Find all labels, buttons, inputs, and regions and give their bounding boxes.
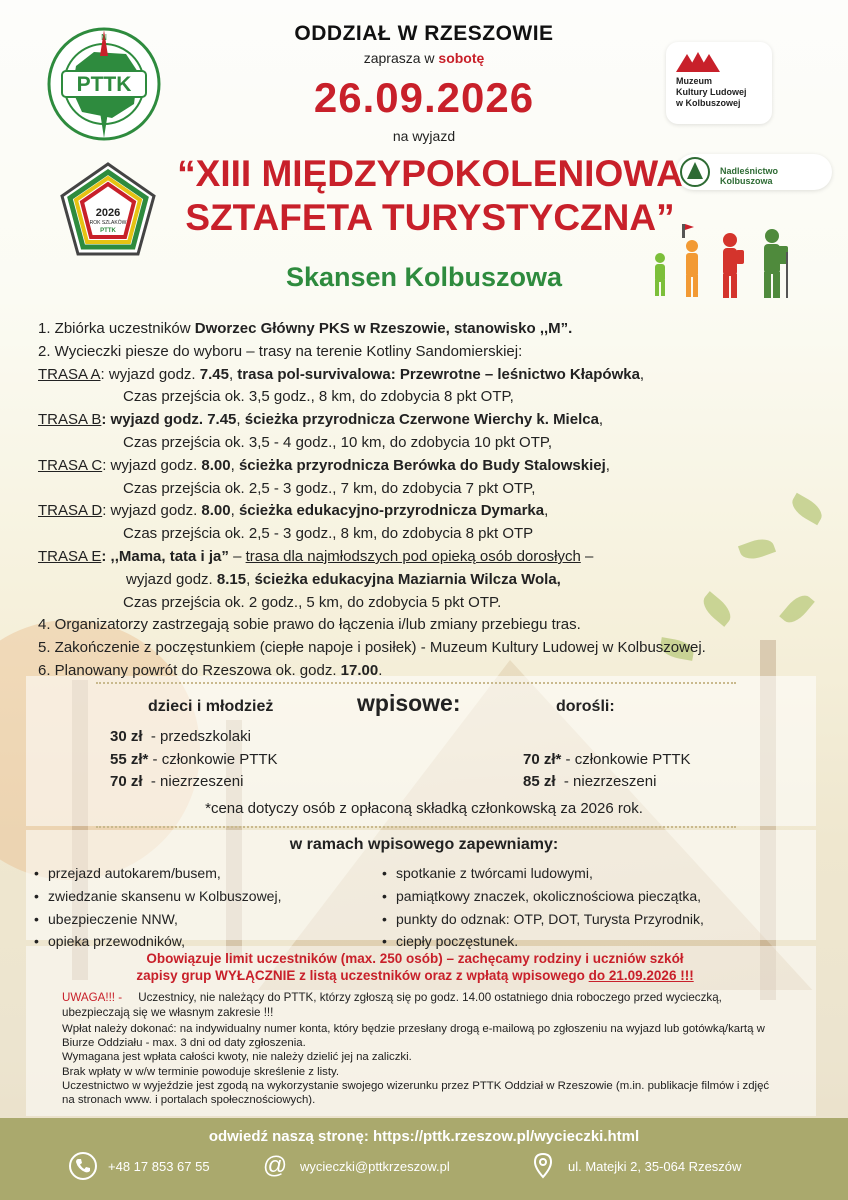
fee-kids-preschool: 30 zł - przedszkolaki [110,728,251,745]
trip-line: na wyjazd [392,128,456,144]
event-place: Skansen Kolbuszowa [285,262,563,292]
include-item: • spotkanie z twórcami ludowymi, [382,862,704,885]
trip-info [38,318,818,683]
footer-phone[interactable]: +48 17 853 67 55 [68,1150,210,1182]
fee-note: *cena dotyczy osób z opłaconą składką członkowską za 2026 rok. [205,800,643,817]
invite-day: sobotę [438,50,485,66]
svg-text:N: N [101,33,107,42]
separator-dotted [96,826,736,828]
route-a-details: Czas przejścia ok. 3,5 godz., 8 km, do zdobycia 8 pkt OTP, [123,388,514,406]
route-e: TRASA E: ,,Mama, tata i ja” – trasa dla najmłodszych pod opieką osób dorosłych – [38,547,594,565]
fee-adult-nonmember: 85 zł - niezrzeszeni [523,773,657,790]
route-c: TRASA C: wyjazd godz. 8.00, ścieżka przyrodnicza Berówka do Budy Stalowskiej, [38,456,610,474]
uwaga-notice: UWAGA!!! - Uczestnicy, nie należący do PTTK, którzy zgłoszą się po godz. 14.00 ostatniego dnia roboczego przed wycieczką, ubezpieczają się we własnym zakresie !!! [62,991,726,1019]
includes-left [34,862,281,953]
fees-title: wpisowe: [357,690,461,716]
organizer-name: ODDZIAŁ W RZESZOWIE [294,22,554,45]
include-item: • przejazd autokarem/busem, [34,862,281,885]
include-item: • ciepły poczęstunek. [382,930,704,953]
footer-address: ul. Matejki 2, 35-064 Rzeszów [528,1150,741,1182]
fees-kids-header: dzieci i młodzież [148,698,274,715]
event-date: 26.09.2026 [313,74,535,121]
route-b: TRASA B: wyjazd godz. 7.45, ścieżka przyrodnicza Czerwone Wierchy k. Mielca, [38,411,604,429]
include-item: • zwiedzanie skansenu w Kolbuszowej, [34,885,281,908]
event-title: “XIII MIĘDZYPOKOLENIOWA SZTAFETA TURYSTYCZNA” [177,153,683,238]
limit-notice: Obowiązuje limit uczestników (max. 250 osób) – zachęcamy rodziny i uczniów szkół zapisy grup WYŁĄCZNIE z listą uczestników oraz z wpłatą wpisowego do 21.09.2026 !!! [136,951,694,983]
info-item-routes: 2. Wycieczki piesze do wyboru – trasy na terenie Kotliny Sandomierskiej: [38,342,523,360]
fee-kids-nonmember: 70 zł - niezrzeszeni [110,773,244,790]
location-pin-icon [528,1151,558,1181]
route-c-details: Czas przejścia ok. 2,5 - 3 godz., 7 km, do zdobycia 7 pkt OTP, [123,479,536,497]
info-item-return: 6. Planowany powrót do Rzeszowa ok. godz. 17.00. [38,661,383,679]
footer-website[interactable]: odwiedź naszą stronę: https://pttk.rzeszow.pl/wycieczki.html [208,1128,640,1145]
route-d-details: Czas przejścia ok. 2,5 - 3 godz., 8 km, do zdobycia 8 pkt OTP [123,525,534,543]
info-item-ending: 5. Zakończenie z poczęstunkiem (ciepłe napoje i posiłek) - Muzeum Kultury Ludowej w Kolbuszowej. [38,639,706,657]
include-item: • ubezpieczenie NNW, [34,908,281,931]
includes-title: w ramach wpisowego zapewniamy: [289,836,559,853]
rally-year: 2026 [95,207,121,219]
museum-name: Muzeum Kultury Ludowej w Kolbuszowej [676,76,747,108]
include-item: • punkty do odznak: OTP, DOT, Turysta Przyrodnik, [382,908,704,931]
fee-kids-member: 55 zł* - członkowie PTTK [110,751,278,768]
fee-adult-member: 70 zł* - członkowie PTTK [523,751,691,768]
route-e-departure: wyjazd godz. 8.15, ścieżka edukacyjna Maziarnia Wilcza Wola, [126,570,561,588]
phone-icon [68,1151,98,1181]
rally-pttk: PTTK [100,228,116,234]
svg-text:@: @ [262,1152,288,1179]
rally-subtitle: ROK SZLAKÓW [89,220,127,226]
include-item: • pamiątkowy znaczek, okolicznościowa pieczątka, [382,885,704,908]
info-item-meeting: 1. Zbiórka uczestników Dworzec Główny PKS w Rzeszowie, stanowisko ,,M”. [38,320,573,337]
hikers-illustration [646,222,806,302]
info-item-changes: 4. Organizatorzy zastrzegają sobie prawo do łączenia i/lub zmiany przebiegu tras. [38,616,581,634]
payment-info: Wpłat należy dokonać: na indywidualny numer konta, który będzie przesłany drogą e-mailową po zgłoszeniu na wyjazd lub gotówką/kartą w Biurze Oddziału - max. 3 dni od daty zgłoszenia. Wymagana jest wpłata całości kwoty, nie należy dzielić jej na zaliczki. Brak wpłaty w w/w terminie powoduje skreślenie z listy. Uczestnictwo w wyjeździe jest zgodą na wykorzystanie swojego wizerunku przez PTTK Oddział w Rzeszowie (m.in. publikacje filmów i zdjęć na stronach www. i portalach społecznościowych). [62,1023,770,1107]
forest-district-name: Nadleśnictwo Kolbuszowa [720,166,779,186]
fees-adults-header: dorośli: [556,698,615,715]
pttk-logo-text: PTTK [76,73,132,96]
route-b-details: Czas przejścia ok. 3,5 - 4 godz., 10 km, do zdobycia 10 pkt OTP, [123,433,553,451]
at-icon [260,1151,290,1181]
includes-right [382,862,704,953]
route-d: TRASA D: wyjazd godz. 8.00, ścieżka edukacyjno-przyrodnicza Dymarka, [38,502,549,520]
separator-dotted [96,682,736,684]
route-e-details: Czas przejścia ok. 2 godz., 5 km, do zdobycia 5 pkt OTP. [123,593,502,611]
invite-line: zaprasza w sobotę [363,50,485,66]
include-item: • opieka przewodników, [34,930,281,953]
footer-email[interactable]: @ wycieczki@pttkrzeszow.pl [260,1150,450,1182]
route-a: TRASA A: wyjazd godz. 7.45, trasa pol-survivalowa: Przewrotne – leśnictwo Kłapówka, [38,365,645,383]
